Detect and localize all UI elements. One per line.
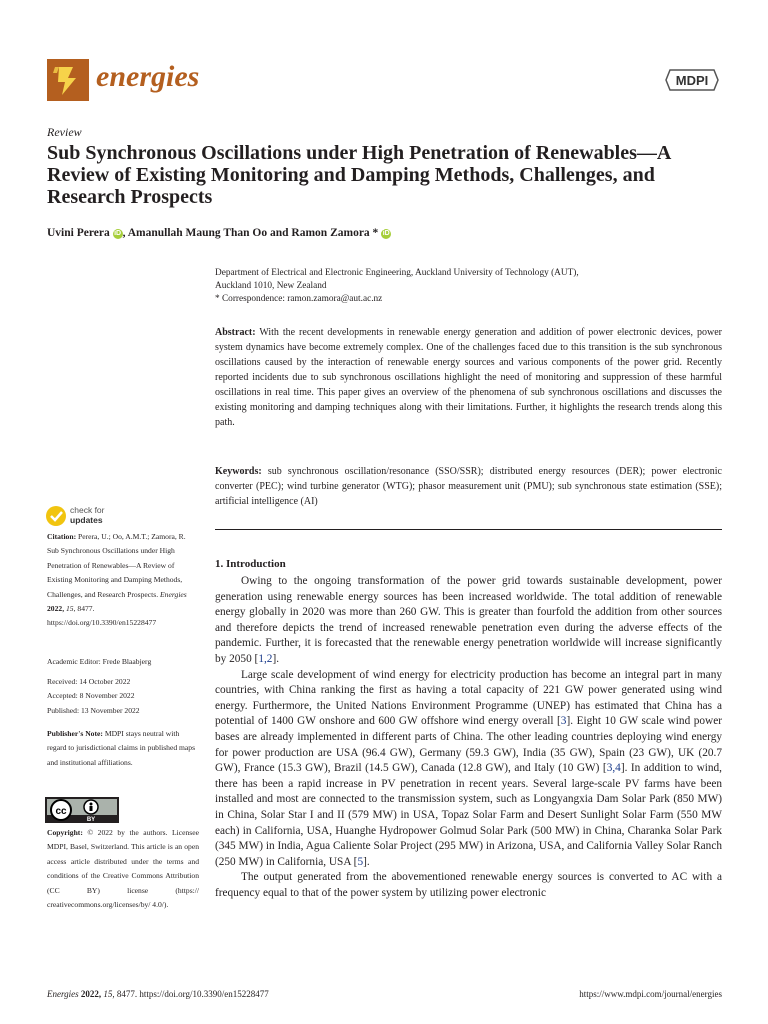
paragraph-text: ]. Eight 10 GW scale wind power bases are already implemented in different parts of China. The other leading countries deploying wind energy for power production are USA (96.4 GW), Germany (59.3 GW), India (35 GW), Spain (23 GW), UK (20.7 GW), France (15.3 GW), Brazil (14.5 GW), Canada (12.8 GW), and Italy (10 GW) [: [215, 715, 722, 775]
correspondence[interactable]: * Correspondence: ramon.zamora@aut.ac.nz: [215, 294, 383, 304]
received-date: Received: 14 October 2022: [47, 677, 131, 686]
keywords: [215, 464, 722, 509]
journal-name: energies: [96, 60, 200, 93]
footer-citation: [47, 989, 269, 999]
mdpi-logo-text: MDPI: [675, 73, 709, 88]
copyright-text: © 2022 by the authors. Licensee MDPI, Basel, Switzerland. This article is an open access article distributed under the terms and conditions of the Creative Commons Attribution (CC BY) license (https:// creativecommons.org/licenses/by/ 4.0/).: [47, 828, 199, 910]
abstract: [215, 325, 722, 430]
mdpi-logo[interactable]: [664, 66, 720, 94]
dates: [47, 675, 199, 718]
reference-link[interactable]: 5: [357, 855, 364, 868]
citation-doi[interactable]: https://doi.org/10.3390/en15228477: [47, 618, 157, 628]
publisher-note-text: MDPI stays neutral with regard to jurisdictional claims in published maps and institutional affiliations.: [47, 729, 196, 767]
citation-text: Perera, U.; Oo, A.M.T.; Zamora, R. Sub Synchronous Oscillations under High Penetration of Renewables—A Review of Existing Monitoring and Damping Methods, Challenges, and Research Prospects.: [47, 532, 186, 599]
reference-link[interactable]: 3: [560, 715, 567, 728]
orcid-icon[interactable]: iD: [382, 230, 390, 237]
affiliation: [215, 267, 725, 306]
page-title: Sub Synchronous Oscillations under High Penetration of Renewables—A Review of Existing Monitoring and Damping Methods, Challenges, and Research Prospects: [47, 142, 671, 208]
paragraph-text: Owing to the ongoing transformation of the power grid towards sustainable development, power generation using renewable energy sources has been increased worldwide. The total addition of renewable energy globally in 2020 was more than 260 GW. This is greater than fourfold the addition from other sources and therefore depicts the trend of increased renewable penetration even during the adverse effects of the pandemic. Further, it is forecasted that the renewable energy penetration worldwide will increase significantly by 2050 [: [215, 575, 722, 665]
author-list: [47, 227, 391, 239]
body-text: [215, 574, 722, 901]
section-heading: 1. Introduction: [215, 558, 286, 570]
footer-volume: 15,: [103, 989, 115, 999]
keywords-text: sub synchronous oscillation/resonance (SSO/SSR); distributed energy resources (DER); power electronic converter (PEC); wind turbine generator (WTG); phasor measurement unit (PMU); sub synchronous state estimation (SSE); artificial intelligence (AI): [215, 466, 722, 507]
check-for-updates-button[interactable]: [45, 505, 165, 527]
footer-year: 2022,: [80, 989, 102, 999]
paragraph-text: Large scale development of wind energy for electricity production has become an integral part in many countries, with China ranking the first as having a total capacity of 221 GW power generated using wind energy. Furthermore, the United Nations Environment Programme (UNEP) has estimated that China has a potential of 1400 GW onshore and 600 GW offshore wind energy overall [: [215, 668, 722, 728]
orcid-icon[interactable]: iD: [114, 230, 122, 237]
published-date: Published: 13 November 2022: [47, 705, 140, 715]
paragraph-text: ]. In addition to wind, there has been a rapid increase in PV penetration in recent years. Several large-scale PV farms have been installed and most are connected to the transmission system, such as Longyangxia Dam Solar Park (850 MW) in China, Solar Star I and II (579 MW) in USA, Topaz Solar Farm and Desert Sunlight Solar Farm (550 MW each) in California, USA, Huanghe Hydropower Golmud Solar Park (500 MW) in China, Charanka Solar Park (345 MW) in India, Agua Caliente Solar Project (295 MW) in Arizona, USA, and California Valley Solar Ranch (250 MW) in California, USA [: [215, 762, 722, 868]
academic-editor: Academic Editor: Frede Blaabjerg: [47, 657, 152, 666]
publisher-note: [47, 727, 199, 770]
cc-by-label: BY: [86, 817, 96, 823]
lightning-bolt-icon: [47, 59, 89, 101]
check-for-updates-label[interactable]: [70, 505, 105, 525]
publisher-note-label: Publisher's Note:: [47, 729, 103, 738]
article-type: Review: [47, 125, 82, 139]
paragraph-text: ].: [363, 855, 370, 868]
check-line: check for: [70, 505, 105, 515]
citation-page: 8477.: [77, 604, 95, 614]
keywords-label: Keywords:: [215, 466, 262, 477]
author-name[interactable]: Uvini Perera: [47, 227, 110, 239]
citation: [47, 530, 199, 631]
divider: [215, 529, 722, 530]
citation-year: 2022,: [47, 604, 65, 614]
paragraph: [215, 668, 722, 871]
paragraph: [215, 574, 722, 668]
abstract-label: Abstract:: [215, 327, 256, 338]
author-names-rest[interactable]: , Amanullah Maung Than Oo and Ramon Zamora *: [122, 227, 379, 239]
footer-journal: Energies: [47, 989, 79, 999]
journal-logo: [47, 59, 89, 101]
cc-by-license-badge[interactable]: [45, 797, 119, 823]
footer-journal-url[interactable]: https://www.mdpi.com/journal/energies: [579, 989, 722, 999]
citation-volume: 15,: [66, 604, 76, 614]
reference-link[interactable]: 3,4: [606, 762, 621, 775]
citation-label: Citation:: [47, 532, 77, 541]
affiliation-line: Department of Electrical and Electronic Engineering, Auckland University of Technology (AUT),: [215, 268, 579, 278]
accepted-date: Accepted: 8 November 2022: [47, 691, 135, 701]
citation-journal: Energies: [160, 589, 187, 599]
copyright: [47, 826, 199, 912]
paragraph: [215, 870, 722, 901]
reference-link[interactable]: 1,2: [258, 652, 273, 665]
svg-text:cc: cc: [55, 806, 67, 817]
abstract-text: With the recent developments in renewable energy generation and addition of power electronic devices, power system dynamics have become extremely complex. One of the challenges faced due to this transition is the sub synchronous oscillations caused by the interaction of renewable energy sources and various components of the power grid. Recently reported incidents due to sub synchronous oscillations highlight the need of monitoring and suppression of these harmful oscillations in real time. This paper gives an overview of the phenomena of sub synchronous oscillations and discusses the existing monitoring and damping techniques along with their limitations. Further, it highlights the research trends along this path.: [215, 327, 722, 428]
footer-doi[interactable]: 8477. https://doi.org/10.3390/en15228477: [116, 989, 269, 999]
affiliation-line: Auckland 1010, New Zealand: [215, 281, 327, 291]
check-updates-icon: [45, 505, 69, 527]
paragraph-text: ].: [272, 652, 280, 665]
check-line: updates: [70, 515, 103, 525]
paragraph-text: The output generated from the abovementioned renewable energy sources is converted to AC with a frequency equal to that of the power system by utilizing power electronic: [215, 871, 722, 899]
copyright-label: Copyright:: [47, 828, 83, 837]
